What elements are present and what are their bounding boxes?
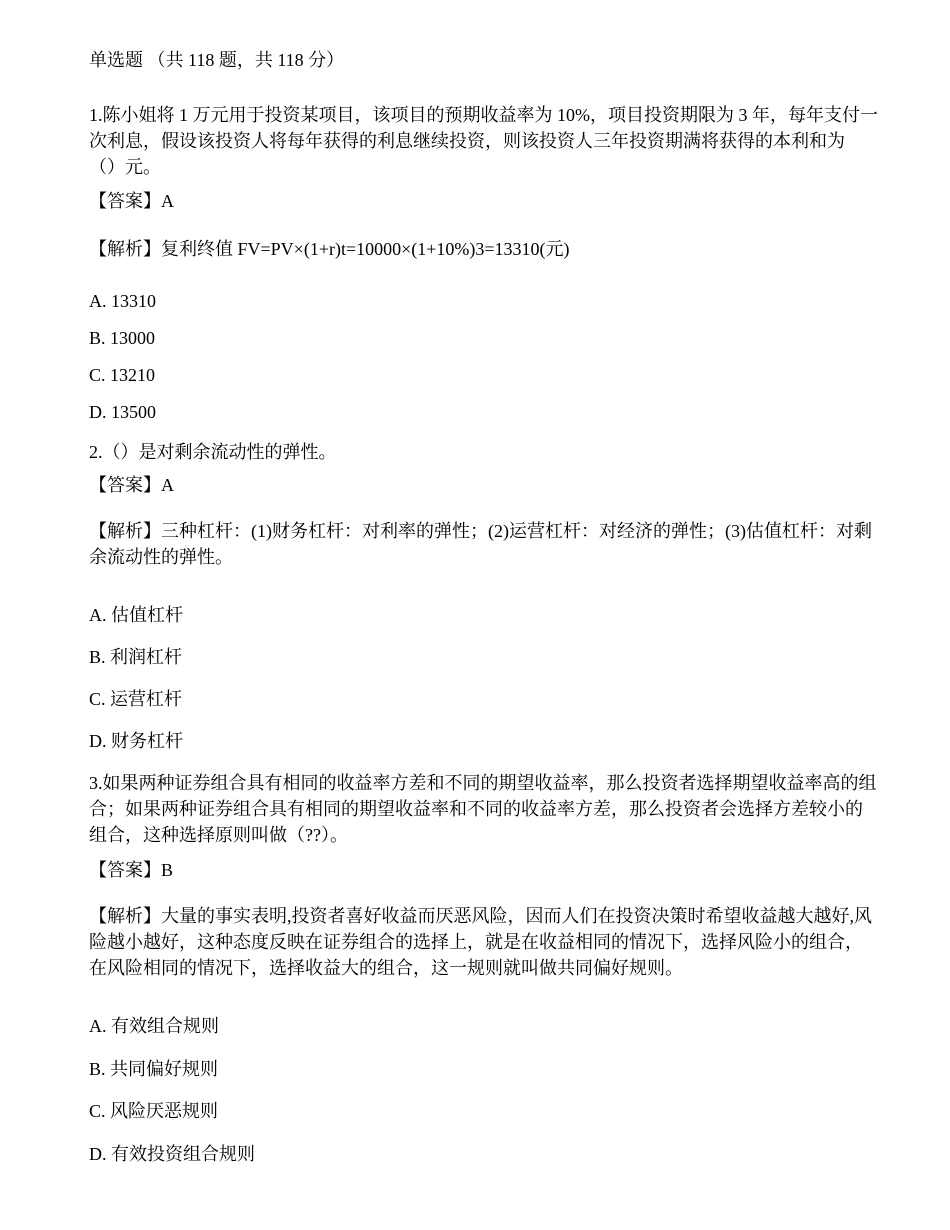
stem-line: 合；如果两种证券组合具有相同的期望收益率和不同的收益率方差，那么投资者会选择方差较小的: [89, 799, 863, 819]
analysis-line: 余流动性的弹性。: [89, 547, 233, 567]
question-2-stem: [89, 439, 907, 465]
question-2-option-b: B. 利润杠杆: [89, 647, 183, 667]
question-2-option-c: C. 运营杠杆: [89, 689, 183, 709]
question-2-option-a: A. 估值杠杆: [89, 605, 183, 625]
question-1-option-d: D. 13500: [89, 402, 156, 422]
section-header: 单选题 （共 118 题，共 118 分）: [89, 50, 345, 70]
stem-line: 3.如果两种证券组合具有相同的收益率方差和不同的期望收益率，那么投资者选择期望收益率高的组: [89, 773, 877, 793]
question-1-stem: [89, 102, 907, 180]
question-1-option-a: A. 13310: [89, 291, 156, 311]
stem-line: （）元。: [89, 157, 161, 177]
analysis-line: 【解析】大量的事实表明,投资者喜好收益而厌恶风险，因而人们在投资决策时希望收益越大越好,风: [89, 906, 872, 926]
stem-line: 2.（）是对剩余流动性的弹性。: [89, 442, 337, 462]
question-1-option-c: C. 13210: [89, 365, 156, 385]
question-2-answer: 【答案】A: [89, 475, 174, 495]
question-3-option-c: C. 风险厌恶规则: [89, 1101, 219, 1121]
question-2-analysis: [89, 518, 907, 570]
question-3-option-b: B. 共同偏好规则: [89, 1059, 219, 1079]
stem-line: 组合，这种选择原则叫做（??）。: [89, 825, 348, 845]
question-3-stem: [89, 770, 907, 848]
analysis-line: 险越小越好，这种态度反映在证券组合的选择上，就是在收益相同的情况下，选择风险小的组合，: [89, 932, 863, 952]
stem-line: 次利息，假设该投资人将每年获得的利息继续投资，则该投资人三年投资期满将获得的本利和为: [89, 131, 845, 151]
question-3-option-a: A. 有效组合规则: [89, 1016, 219, 1036]
question-3-analysis: [89, 903, 907, 981]
question-3-option-d: D. 有效投资组合规则: [89, 1144, 255, 1164]
question-1-option-b: B. 13000: [89, 328, 156, 348]
question-3-answer: 【答案】B: [89, 860, 174, 880]
question-2-option-d: D. 财务杠杆: [89, 731, 183, 751]
stem-line: 1.陈小姐将 1 万元用于投资某项目，该项目的预期收益率为 10%，项目投资期限为 3 年，每年支付一: [89, 105, 878, 125]
analysis-line: 在风险相同的情况下，选择收益大的组合，这一规则就叫做共同偏好规则。: [89, 958, 683, 978]
analysis-line: 【解析】三种杠杆：(1)财务杠杆：对利率的弹性；(2)运营杠杆：对经济的弹性；(3)估值杠杆：对剩: [89, 521, 872, 541]
question-1-analysis: [89, 236, 907, 262]
question-1-answer: 【答案】A: [89, 191, 174, 211]
analysis-line: 【解析】复利终值 FV=PV×(1+r)t=10000×(1+10%)3=13310(元): [89, 239, 570, 259]
